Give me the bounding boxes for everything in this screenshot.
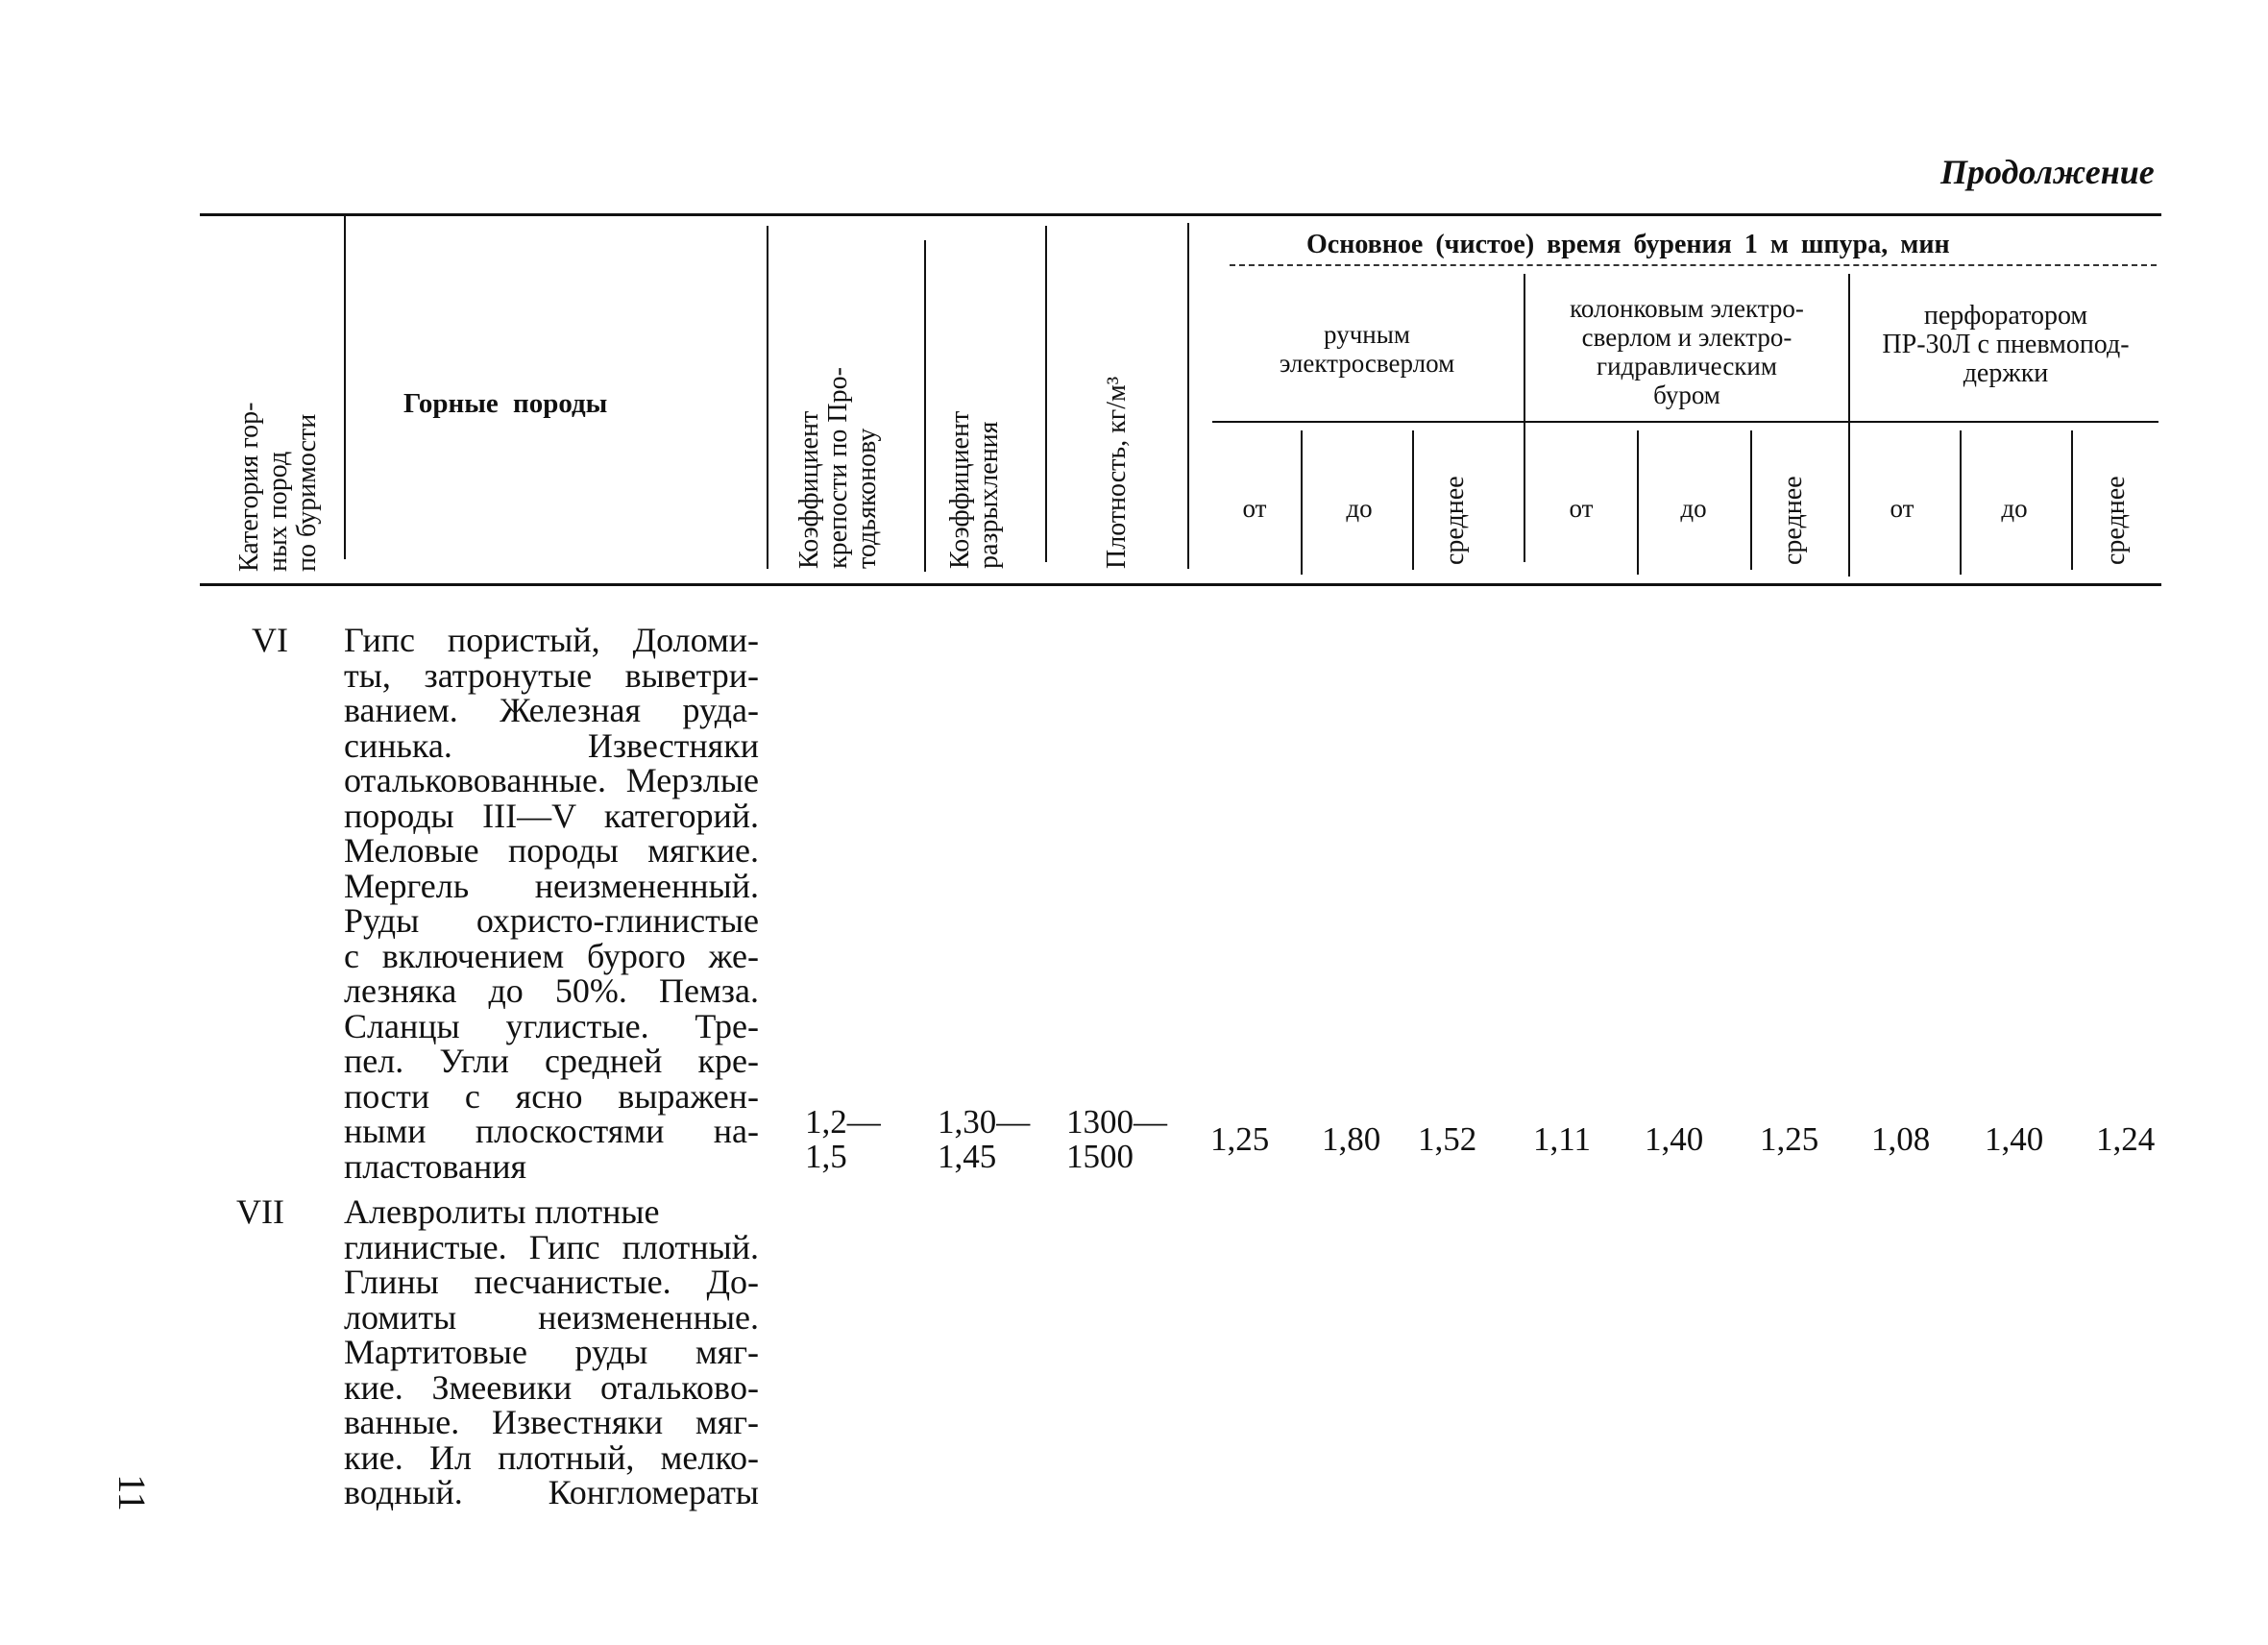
rocks-line: ты, затронутые выветри- xyxy=(344,655,759,695)
rocks-line: пел. Угли средней кре- xyxy=(344,1042,759,1080)
strength-line: 1,2— xyxy=(805,1103,881,1141)
header-density-text: Плотность, кг/м³ xyxy=(1102,376,1132,569)
row-vi-column-to: 1,40 xyxy=(1645,1120,1704,1158)
group-line: держки xyxy=(1963,358,2049,388)
sep-category xyxy=(344,216,346,559)
row-vi-column-avg: 1,25 xyxy=(1760,1120,1819,1158)
group-line: ПР-30Л с пневмопод- xyxy=(1882,330,2130,359)
row-vi-manual-from: 1,25 xyxy=(1210,1120,1270,1158)
header-main-time: Основное (чистое) время бурения 1 м шпура, мин xyxy=(1306,230,1950,259)
sep-loosening xyxy=(1045,226,1047,562)
rocks-line: пластования xyxy=(344,1146,527,1186)
sub-to-1: до xyxy=(1346,494,1373,523)
header-category-line: по буримости xyxy=(292,413,322,572)
sep-rocks xyxy=(767,226,768,569)
sep-g1-b xyxy=(1412,430,1414,570)
group-line: перфоратором xyxy=(1923,301,2088,331)
row-vi-loosening xyxy=(938,1105,1030,1174)
row-vi-manual-avg: 1,52 xyxy=(1418,1120,1477,1158)
sub-avg-1 xyxy=(1441,476,1470,565)
rocks-line: кие. Ил плотный, мелко- xyxy=(344,1437,759,1477)
sub-avg-3 xyxy=(2102,476,2131,565)
row-vi-perf-to: 1,40 xyxy=(1985,1120,2044,1158)
sep-g2-a xyxy=(1637,430,1639,575)
header-category-line: Категория гор- xyxy=(234,402,264,572)
rocks-line: ванные. Известняки мяг- xyxy=(344,1403,759,1441)
sep-g1-a xyxy=(1301,430,1303,575)
header-strength-line: крепости по Про- xyxy=(823,367,853,569)
rocks-line: глинистые. Гипс плотный. xyxy=(344,1227,759,1266)
loosening-line: 1,30— xyxy=(938,1103,1031,1141)
row-vi-density xyxy=(1066,1105,1167,1174)
rocks-line: отальковованные. Мерзлые xyxy=(344,761,759,799)
rocks-line: пости с ясно выражен- xyxy=(344,1076,759,1116)
header-group-column xyxy=(1527,294,1846,409)
row-vi-perf-avg: 1,24 xyxy=(2096,1120,2156,1158)
header-loosening-line: разрыхления xyxy=(974,421,1004,569)
group-line: сверлом и электро- xyxy=(1581,323,1792,352)
group-line: гидравлическим xyxy=(1597,352,1777,381)
subheader-rule xyxy=(1212,421,2158,423)
sep-g3-a xyxy=(1960,430,1962,575)
group-line: ручным xyxy=(1324,320,1410,349)
rocks-line: Алевролиты плотные xyxy=(344,1192,660,1231)
rocks-line: Глины песчанистые. До- xyxy=(344,1263,759,1301)
row-vi-perf-from: 1,08 xyxy=(1871,1120,1931,1158)
header-strength-line: тодьяконову xyxy=(852,428,882,569)
page-number: 11 xyxy=(110,1474,154,1511)
header-category xyxy=(235,403,322,572)
strength-line: 1,5 xyxy=(805,1138,847,1175)
rocks-line: с включением бурого же- xyxy=(344,936,759,975)
rocks-line: лезняка до 50%. Пемза. xyxy=(344,971,759,1010)
row-vi-manual-to: 1,80 xyxy=(1322,1120,1381,1158)
sub-avg-text: среднее xyxy=(1440,476,1470,565)
rocks-line: водный. Конгломераты xyxy=(344,1473,759,1511)
row-vi-column-from: 1,11 xyxy=(1533,1120,1591,1158)
row-vi-rocks xyxy=(344,623,759,1184)
header-density xyxy=(1103,377,1132,569)
rocks-line: кие. Змеевики отальковo- xyxy=(344,1367,759,1407)
rocks-line: породы III—V категорий. xyxy=(344,796,759,835)
sep-density xyxy=(1187,223,1189,569)
density-line: 1500 xyxy=(1066,1138,1134,1175)
group-line: электросверлом xyxy=(1279,349,1455,378)
row-vii-rocks xyxy=(344,1194,759,1510)
sub-from-2: от xyxy=(1569,494,1594,523)
rocks-line: синька. Известняки xyxy=(344,725,759,765)
rocks-line: Гипс пористый, Доломи- xyxy=(344,621,759,659)
group-line: буром xyxy=(1653,381,1720,409)
sep-strength xyxy=(924,240,926,572)
rocks-line: ломиты неизмененные. xyxy=(344,1297,759,1337)
main-time-underline xyxy=(1230,264,2157,266)
rocks-line: ванием. Железная руда- xyxy=(344,691,759,729)
row-vi-category: VI xyxy=(252,621,288,659)
group-line: колонковым электро- xyxy=(1570,294,1804,323)
rocks-line: ными плоскостями на- xyxy=(344,1112,759,1150)
header-category-line: ных пород xyxy=(263,451,293,572)
rocks-line: Руды охристо-глинистые xyxy=(344,901,759,940)
header-strength xyxy=(795,367,882,569)
sub-from-1: от xyxy=(1242,494,1267,523)
row-vi-strength xyxy=(805,1105,881,1174)
continuation-label: Продолжение xyxy=(1940,153,2155,191)
header-group-perforator xyxy=(1850,302,2161,388)
header-loosening xyxy=(946,411,1004,569)
sub-avg-text: среднее xyxy=(1778,476,1808,565)
sub-avg-2 xyxy=(1779,476,1808,565)
header-rocks: Горные породы xyxy=(403,388,608,419)
sub-avg-text: среднее xyxy=(2101,476,2131,565)
density-line: 1300— xyxy=(1066,1103,1167,1141)
rocks-line: Мартитовые руды мяг- xyxy=(344,1333,759,1371)
sep-g3-b xyxy=(2071,430,2073,570)
rocks-line: Меловые породы мягкие. xyxy=(344,831,759,870)
header-strength-line: Коэффициент xyxy=(794,410,824,569)
sep-group1 xyxy=(1524,274,1525,562)
sub-to-3: до xyxy=(2001,494,2028,523)
sep-g2-b xyxy=(1750,430,1752,570)
rocks-line: Мергель неизмененный. xyxy=(344,866,759,905)
loosening-line: 1,45 xyxy=(938,1138,997,1175)
table-header-bottom-rule xyxy=(200,583,2161,586)
header-group-manual xyxy=(1212,320,1522,378)
header-loosening-line: Коэффициент xyxy=(945,410,975,569)
rocks-line: Сланцы углистые. Тре- xyxy=(344,1006,759,1045)
sub-to-2: до xyxy=(1680,494,1707,523)
table-top-rule xyxy=(200,213,2161,216)
row-vii-category: VII xyxy=(236,1192,284,1231)
sub-from-3: от xyxy=(1890,494,1914,523)
